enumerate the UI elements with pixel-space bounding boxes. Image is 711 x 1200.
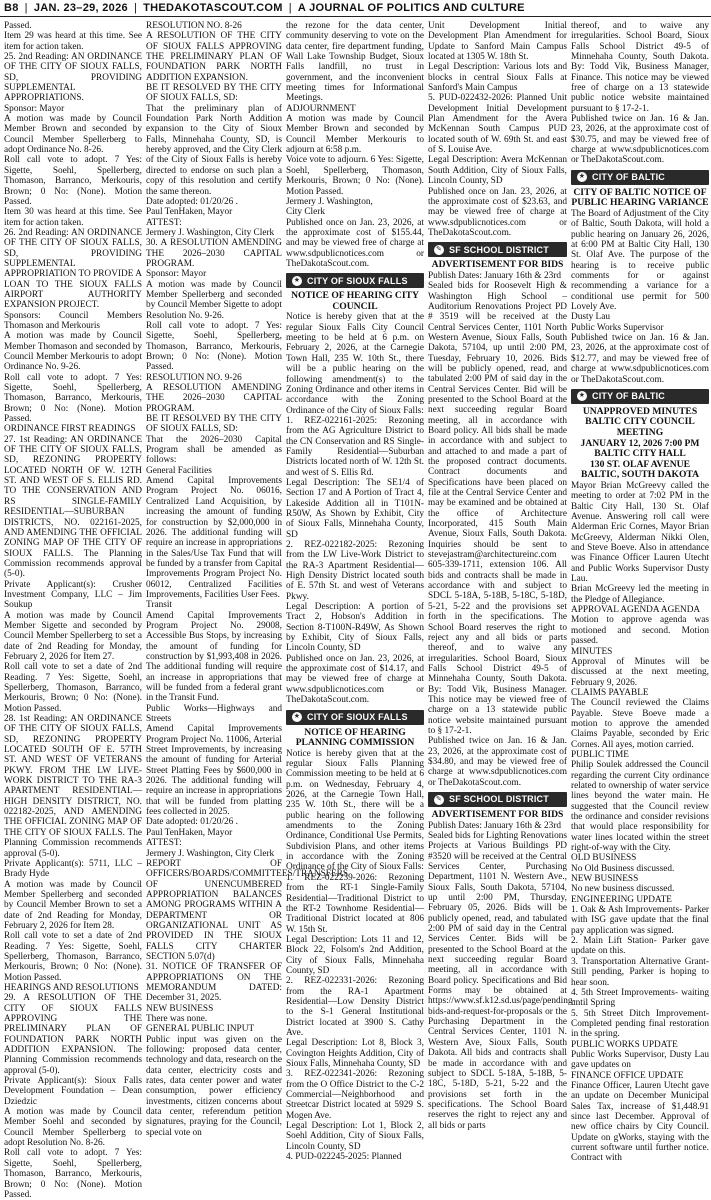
notice-paragraph: 2. REZ-022182-2025: Rezoning from the LW Live-Work District to the RA-3 Apartment Residential—High Density District located south of E. 57th St. and west of Veterans Pkwy. xyxy=(286,540,424,602)
notice-paragraph: Paul TenHaken, Mayor xyxy=(146,207,233,218)
notice-paragraph: Finance Officer, Lauren Utecht gave an update on December Municipal Sales Tax, increase of $1,448.91 since last December. Approval of new office chairs by City Council. Update on gWorks, staying with the current software until further notice. Contract with xyxy=(571,1080,709,1164)
city-seal-icon: ★ xyxy=(578,392,586,400)
notice-paragraph: Dusty Lau xyxy=(571,312,610,323)
notice-paragraph: Private Applicant(s): 5711, LLC – Brady Hyde xyxy=(4,858,142,880)
notice-heading: CITY OF BALTIC NOTICE OF PUBLIC HEARING VARIANCE xyxy=(571,186,709,209)
notice-paragraph: FINANCE OFFICE UPDATE xyxy=(571,1070,684,1081)
notice-heading: JANUARY 12, 2026 7:00 PM BALTIC CITY HALL xyxy=(580,437,700,460)
notice-paragraph: Passed. xyxy=(4,21,32,31)
city-seal-icon: ★ xyxy=(293,276,301,284)
notice-paragraph: 30. A RESOLUTION AMENDING THE 2026–2030 CAPITAL PROGRAM. xyxy=(146,238,282,269)
notice-paragraph: Jermery J. Washington, xyxy=(286,196,373,207)
notice-paragraph: Published once on Jan. 23, 2026, at the approximate cost of $155.44, and may be viewed free of charge at www.sdpublicnotices.com or TheDakotaScout.com. xyxy=(286,217,424,269)
notice-paragraph: 2. REZ-022331-2026: Rezoning from the RA-1 Apartment Residential—Low Density District to the S-1 General Institutional District located at 3900 S. Cathy Ave. xyxy=(286,976,424,1038)
notice-paragraph: Philip Soulek addressed the Council regarding the current City ordinance related to ownership of water service lines beyond the water main. He suggested that the Council review the ordinance and consider revisions that would place responsibility for water lines located within the street right-of-way with the City. xyxy=(571,760,709,854)
column-1 xyxy=(4,21,142,1200)
notice-paragraph: Item 30 was heard at this time. See item for action taken. xyxy=(4,207,142,228)
notice-paragraph: 5. PUD-022432-2026: Planned Unit Development Initial Development Plan Amendment for the Avera McKennan South Campus PUD located south of W. 69th St. and east of S. Louise Ave. xyxy=(428,93,567,156)
notice-paragraph: That the preliminary plan of Foundation Park North Addition expansion to the City of Sioux Falls, Minnehaha County, SD, is hereby approved, and the City Clerk of the City of Sioux Falls is hereby directed to endorse on such plan a copy of this resolution and certify the same thereon. xyxy=(146,103,282,197)
notice-paragraph: A RESOLUTION OF THE CITY OF SIOUX FALLS APPROVING THE PRELIMINARY PLAN OF FOUNDATION PARK NORTH ADDITION EXPANSION. xyxy=(146,31,282,83)
section-banner: ★ CITY OF BALTIC xyxy=(571,389,709,404)
legal-notices-columns xyxy=(4,21,709,1200)
notice-paragraph: HEARINGS AND RESOLUTIONS xyxy=(4,982,139,993)
notice-paragraph: 4. 5th Street Improvements- waiting until Spring xyxy=(571,987,709,1009)
notice-paragraph: the rezone for the data center, community deserving to vote on the data center, fire department funding, Wall Lake Township Budget, Sioux Falls landfill, no trust in government, and the inconvenient meeting times for Informational Meetings. xyxy=(286,21,424,104)
notice-paragraph: PUBLIC TIME xyxy=(571,749,629,760)
notice-heading: NOTICE OF HEARING CITY COUNCIL xyxy=(291,290,419,312)
notice-paragraph: 1. REZ-022239-2026: Rezoning from the RT-1 Single-Family Residential—Traditional District to the RT-2 Townhome Residential—Traditional District located at 806 W. 15th St. xyxy=(286,872,424,935)
notice-paragraph: OLD BUSINESS xyxy=(571,853,637,864)
notice-paragraph: Voice vote to adjourn. 6 Yes: Sigette, Soehl, Spellerberg, Thomason, Merkouris, Brown; 0 No: (None). Motion Passed. xyxy=(286,155,424,197)
notice-paragraph: A motion was made by Council Member Spellerberg and seconded by Council Member Sigette to adopt Resolution No. 9-26. xyxy=(146,279,282,321)
city-seal-icon: ★ xyxy=(578,173,586,181)
notice-paragraph: Sponsors: Council Members Thomason and Merkouris xyxy=(4,310,142,331)
notice-paragraph: ATTEST: xyxy=(146,217,182,228)
notice-paragraph: Sealed bids for Roosevelt High & Washington High School – Auditorium Renovations Project PD # 3519 will be received at the Central Services Center, 1101 North Western Avenue, Sioux Falls, South Dakota, 57104, up until 2:00 PM, Tuesday, February 10, 2026. Bids will be publicly opened, read, and tabulated 2:00 PM of said day in the Central Services Center. Bid will be presented to the School Board at the next succeeding regular Board meeting, all in accordance with Board policy. All bids shall be made in accordance with and subject to and attached to and made a part of the proposed contract documents. Contract documents and Specifications have been placed on file at the Central Service Center and may be examined and be obtained at the office of Architecture Incorporated, 415 South Main Avenue, Sioux Falls, South Dakota. Inquiries should be sent to stevejastram@architectureinc.com 605-339-1711, extension 106. All bids and contracts shall be made in accordance with and subject to SDCL 5-18A, 5-18B, 5-18C, 5-18D, 5-21, 5-22 and the provisions set forth in the specifications. The School Board reserves the right to reject any and all bids or parts thereof, and to waive any irregularities. School Board, Sioux Falls School District 49-5 of Minnehaha County, South Dakota. By: Todd Vik, Business Manager. This notice may be viewed free of charge on a 13 statewide public notice website maintained pursuant to § 17-2-1. xyxy=(428,281,567,736)
notice-paragraph: Published twice on Jan. 16 & Jan. 23, 2026, at the approximate cost of $34.80, and may be viewed free of charge at www.sdpublicnotices.com or TheDakotaScout.com. xyxy=(428,736,567,788)
column-5 xyxy=(571,21,709,1164)
notice-paragraph: Published twice on Jan. 16 & Jan. 23, 2026, at the approximate cost of $30.75, and may be viewed free of charge at www.sdpublicnotices.com or TheDakotaScout.com. xyxy=(571,114,709,166)
notice-paragraph: Sealed bids for Lighting Renovations Projects at Various Buildings PD #3520 will be received at the Central Services Center, Purchasing Department, 1101 N. Western Ave., Sioux Falls, South Dakota, 57104, up until 2:00 PM, Thursday, February 05, 2026. Bids will be publicly opened, read, and tabulated 2:00 PM of said day in the Central Services Center. Bids will be presented to the School Board at the next succeeding regular Board meeting, all in accordance with Board policy. Specifications and Bid Forms may be obtained at https://www.sf.k12.sd.us/page/pending-bids-and-request-for-proposals or the Purchasing Department in the Central Services Center, 1101 N. Western Ave, Sioux Falls, South Dakota. All bids and contracts shall be made in accordance with and subject to SDCL 5-18A, 5-18B, 5-18C, 5-18D, 5-21, 5-22 and the provisions set forth in the specifications. The School Board reserves the right to reject any and all bids or parts xyxy=(428,830,576,1131)
notice-paragraph: Public input was given on the following: proposed data center, technology and data, research on the data center, electricity costs and rates, data center power and water consumption, power efficiency investments, citizen concerns about data center, referendum petition signatures, praying for the Council, special vote on xyxy=(146,1034,282,1138)
notice-paragraph: Legal Description: The SE1/4 of Section 17 and A Portion of Tract 4, Lakeside Addition all in T101N-R50W, As Shown by Exhibit, City of Sioux Falls, Minnehaha County, SD xyxy=(286,477,424,540)
notice-paragraph: NEW BUSINESS xyxy=(146,1003,214,1014)
city-seal-icon: ★ xyxy=(293,713,301,720)
notice-paragraph: Published twice on Jan. 16 & Jan. 23, 2026, at the approximate cost of $12.77, and may be viewed free of charge at www.sdpublicnotices.com or TheDakotaScout.com. xyxy=(571,333,709,385)
notice-paragraph: Roll call vote to adopt. 7 Yes: Sigette, Soehl, Spellerberg, Thomason, Barranco, Merkouris, Brown; 0 No: (None). Motion Passed. xyxy=(146,320,282,373)
notice-paragraph: Legal Description: Various lots and blocks in central Sioux Falls at Sanford's Main Campus xyxy=(428,62,567,94)
notice-paragraph: 26. 2nd Reading: AN ORDINANCE OF THE CITY OF SIOUX FALLS, SD, PROVIDING SUPPLEMENTAL APPROPRIATION TO PROVIDE A LOAN TO THE SIOUX FALLS AIRPORT AUTHORITY EXPANSION PROJECT. xyxy=(4,227,142,311)
notice-paragraph: ENGINEERING UPDATE xyxy=(571,894,672,905)
notice-paragraph: PUBLIC WORKS UPDATE xyxy=(571,1039,678,1050)
school-icon: ✎ xyxy=(435,245,443,253)
notice-paragraph: CLAIMS PAYABLE xyxy=(571,687,649,698)
notice-paragraph: Publish Dates: January 16th & 23rd xyxy=(428,820,561,831)
notice-paragraph: NEW BUSINESS xyxy=(571,874,639,885)
notice-paragraph: Sponsor: Mayor xyxy=(4,103,65,114)
notice-paragraph: RESOLUTION NO. 8-26 xyxy=(146,21,242,31)
notice-paragraph: MINUTES xyxy=(571,646,613,657)
bid-advertisement-lighting xyxy=(428,809,576,1131)
notice-heading: NOTICE OF HEARING PLANNING COMMISSION xyxy=(295,726,415,749)
notice-paragraph: A motion was made by Council Member Brown and seconded by Council Member Merkouris to adjourn at 6:58 p.m. xyxy=(286,114,424,156)
notice-paragraph: Legal Description: Lot 8, Block 3, Covington Heights Addition, City of Sioux Falls, Minnehaha County, SD xyxy=(286,1038,424,1069)
notice-paragraph: A motion was made by Council Member Spellerberg and seconded by Council Member Brown to set a date of 2nd Reading for Monday, February 2, 2026 for Item 28. xyxy=(4,879,142,931)
notice-paragraph: Amend Capital Improvements Program Project No. 29008, Accessible Bus Stops, by increasing the amount of funding for construction by $1,993,408 in 2026. The additional funding will require an increase in appropriations that will be funded from a federal grant in the Transit Fund. xyxy=(146,610,282,704)
notice-paragraph: A motion was made by Council Member Sigette and seconded by Council Member Spellerberg to set a date of 2nd Reading for Monday, February 2, 2026 for Item 27. xyxy=(4,610,142,662)
site-name: THEDAKOTASCOUT.COM xyxy=(143,2,283,14)
masthead-separator: | xyxy=(133,2,138,14)
notice-paragraph: 25. 2nd Reading: AN ORDINANCE OF THE CITY OF SIOUX FALLS, SD, PROVIDING SUPPLEMENTAL APPROPRIATIONS. xyxy=(4,52,142,104)
notice-paragraph: ORDINANCE FIRST READINGS xyxy=(4,424,136,435)
notice-paragraph: 1. REZ-022161-2025: Rezoning from the AG Agriculture District to the CN Conservation and RS Single-Family Residential—Suburban Districts located north of W. 12th St. and west of S. Ellis Rd. xyxy=(286,415,424,478)
notice-paragraph: BE IT RESOLVED BY THE CITY OF SIOUX FALLS, SD: xyxy=(146,414,282,435)
notice-paragraph: Amend Capital Improvements Program Project No. 06016, Centralized Land Acquisition, by increasing the amount of funding for construction by $2,000,000 in 2026. The additional funding will require an increase in appropriations in the Sales/Use Tax Fund that will be funded by a transfer from Capital Improvements Program Project No. 06012, Centralized Facilities Improvements, Facilities User Fees. xyxy=(146,476,282,600)
masthead-separator: | xyxy=(24,2,28,14)
notice-paragraph: Jermery J. Washington, City Clerk xyxy=(146,227,275,238)
notice-paragraph: No new business discussed. xyxy=(571,884,675,895)
notice-paragraph: ADJOURNMENT xyxy=(286,103,356,114)
notice-paragraph: 5. 5th Street Ditch Improvement- Completed pending final restoration in the spring. xyxy=(571,1008,709,1040)
notice-paragraph: The Council reviewed the Claims Payable. Steve Boeve made a motion to approve the amended Claims Payable, seconded by Eric Cornes. All ayes, motion carried. xyxy=(571,698,709,750)
notice-paragraph: 29. A RESOLUTION OF THE CITY OF SIOUX FALLS APPROVING THE PRELIMINARY PLAN OF FOUNDATION PARK NORTH ADDITION EXPANSION. The Planning Commission recommends approval (5-0). xyxy=(4,993,142,1076)
notice-paragraph: Jermery J. Washington, City Clerk xyxy=(146,848,275,859)
notice-paragraph: Public Works—Highways and Streets xyxy=(146,703,282,725)
section-banner: ✎ SF SCHOOL DISTRICT xyxy=(428,792,567,807)
section-banner: ✎ SF SCHOOL DISTRICT xyxy=(428,242,567,257)
notice-paragraph: Roll call vote to adopt. 7 Yes: Sigette, Soehl, Spellerberg, Thomason, Barranco, Merkouris, Brown; 0 No: (None). Motion Passed. xyxy=(4,155,142,207)
notice-paragraph: 3. Transportation Alternative Grant- Still pending, Parker is hoping to hear soon. xyxy=(571,956,709,988)
notice-paragraph: Paul TenHaken, Mayor xyxy=(146,827,233,838)
page-number: B8 xyxy=(4,2,19,14)
notice-paragraph: Notice is hereby given that at the regular Sioux Falls Planning Commission meeting to be held at 6 p.m. on Wednesday, February 4, 2026, at the Carnegie Town Hall, 235 W. 10th St., there will be a public hearing on the following amendments to the Zoning Ordinance, Conditional Use Permits, Subdivision Plans, and other items in accordance with the Zoning Ordinance of the City of Sioux Falls: xyxy=(286,748,424,873)
bid-continued-block xyxy=(571,21,709,166)
minutes-end-block xyxy=(286,21,424,269)
notice-paragraph: Mayor Brian McGreevy called the meeting to order at 7:02 PM in the Baltic City Hall, 130 St. Olaf Avenue. Answering roll call were Alderman Eric Cornes, Mayor Brian McGreevy, Alderman Nikki Olen, and Steve Boeve. Also in attendance was Finance Officer Lauren Utecht and Public Works Supervisor Dusty Lau. xyxy=(571,481,709,585)
issue-date: JAN. 23–29, 2026 xyxy=(33,2,128,14)
notice-paragraph: BE IT RESOLVED BY THE CITY OF SIOUX FALLS, SD: xyxy=(146,83,282,104)
section-banner: ★ CITY OF BALTIC xyxy=(571,170,709,185)
notice-paragraph: Private Applicant(s): Sioux Falls Development Foundation – Dean Dziedzic xyxy=(4,1076,142,1107)
notice-paragraph: A motion was made by Council Member Soehl and seconded by Council Member Spellerberg to adopt Resolution No. 8-26. xyxy=(4,1107,142,1149)
notice-paragraph: Private Applicant(s): Crusher Investment Company, LLC – Jim Soukup xyxy=(4,579,142,611)
notice-paragraph: Approval of Minutes will be discussed at the next meeting, February 9, 2026. xyxy=(571,656,709,688)
notice-paragraph: 2. Main Lift Station- Parker gave update on this. xyxy=(571,936,709,957)
section-banner: ★ CITY OF SIOUX FALLS xyxy=(286,273,424,288)
notice-paragraph: Date adopted: 01/20/26 . xyxy=(146,817,238,828)
notice-heading: ADVERTISEMENT FOR BIDS xyxy=(431,259,564,271)
column-3 xyxy=(286,21,424,1163)
notice-paragraph: Published once on Jan. 23, 2026, at the approximate cost of $23.63, and may be viewed free of charge at www.sdpublicnotices.com or TheDakotaScout.com. xyxy=(428,186,567,238)
notice-paragraph: 28. 1st Reading: AN ORDINANCE OF THE CITY OF SIOUX FALLS, SD, REZONING PROPERTY LOCATED SOUTH OF E. 57TH ST. AND WEST OF VETERANS PKWY. FROM THE LW LIVE-WORK DISTRICT TO THE RA-3 APARTMENT RESIDENTIAL—HIGH DENSITY DISTRICT, NO. 022182-2025, AND AMENDING THE OFFICIAL ZONING MAP OF THE CITY OF SIOUX FALLS. The Planning Commission recommends approval (5-0). xyxy=(4,714,142,859)
baltic-council-minutes xyxy=(571,407,709,1164)
notice-paragraph: Notice is hereby given that at the regular Sioux Falls City Council meeting to be held at 6 p.m. on February 2, 2026, at the Carnegie Town Hall, 235 W. 10th St., there will be a public hearing on the following amendment(s) to the Zoning Ordinance and other items in accordance with the Zoning Ordinance of the City of Sioux Falls: xyxy=(286,312,424,416)
notice-paragraph: ATTEST: xyxy=(146,838,182,849)
notice-paragraph: 31. NOTICE OF TRANSFER OF APPROPRIATIONS ON THE MEMORANDUM DATED: December 31, 2025. xyxy=(146,962,282,1004)
notice-paragraph: Transit xyxy=(146,600,173,611)
notice-paragraph: Roll call vote to adopt. 7 Yes: Sigette, Soehl, Spellerberg, Thomason, Barranco, Merkouris, Brown; 0 No: (None). Motion Passed. xyxy=(4,372,142,425)
notice-paragraph: A motion was made by Council Member Thomason and seconded by Council Member Merkouris to adopt Ordinance No. 9-26. xyxy=(4,331,142,373)
notice-paragraph: 4. PUD-022245-2025: Planned xyxy=(286,1152,402,1163)
notice-paragraph: Brian McGreevy led the meeting in the Pledge of Allegiance. xyxy=(571,584,709,605)
section-banner: ★ CITY OF SIOUX FALLS xyxy=(286,710,424,725)
notice-paragraph: 27. 1st Reading: AN ORDINANCE OF THE CITY OF SIOUX FALLS, SD, REZONING PROPERTY LOCATED NORTH OF W. 12TH ST. AND WEST OF S. ELLIS RD. TO THE CONSERVATION AND RS SINGLE-FAMILY RESIDENTIAL—SUBURBAN DISTRICTS, NO. 022161-2025, AND AMENDING THE OFFICIAL ZONING MAP OF THE CITY OF SIOUX FALLS. The Planning Commission recommends approval (5-0). xyxy=(4,434,142,580)
notice-paragraph: 3. REZ-022341-2026: Rezoning from the O Office District to the C-2 Commercial—Neighborhood and Streetcar District located at 5929 S. Mogen Ave. xyxy=(286,1069,424,1121)
notice-paragraph: A RESOLUTION AMENDING THE 2026–2030 CAPITAL PROGRAM. xyxy=(146,383,282,414)
planning-commission-hearing-notice xyxy=(286,728,424,1163)
notice-paragraph: The Board of Adjustment of the City of Baltic, South Dakota, will hold a public hearing on January 26, 2026, at 6:00 PM at Baltic City Hall, 130 St. Olaf Ave. The purpose of the hearing is to receive public comments for or against recommending a variance for a conditional use permit for 500 Lovely Ave. xyxy=(571,209,709,313)
notice-paragraph: Legal Description: Lot 1, Block 2, Soehl Addition, City of Sioux Falls, Lincoln County, SD xyxy=(286,1121,424,1152)
notice-paragraph: That the 2026–2030 Capital Program shall be amended as follows: xyxy=(146,434,282,466)
notice-paragraph: City Clerk xyxy=(286,207,325,218)
notice-paragraph: Legal Description: Avera McKennan South Addition, City of Sioux Falls, Lincoln County, SD xyxy=(428,155,567,187)
notice-paragraph: Legal Description: Lots 11 and 12, Block 22, Folsom's 2nd Addition, City of Sioux Falls, Minnehaha County, SD xyxy=(286,934,424,976)
notice-paragraph: General Facilities xyxy=(146,465,212,476)
notice-paragraph: 1. Oak & Ash Improvements- Parker with ISG gave update that the final pay application was signed. xyxy=(571,905,709,936)
pud-continued-block xyxy=(428,21,567,238)
notice-paragraph: REPORT OF OFFICERS/BOARDS/COMMITTEES/TRANSFERS OF UNENCUMBERED APPROPRIATION BALANCES AMONG PROGRAMS WITHIN A DEPARTMENT OR ORGANIZATIONAL UNIT AS PROVIDED IN THE SIOUX FALLS CITY CHARTER SECTION 5.07(d) xyxy=(146,858,348,962)
notice-heading: UNAPPROVED MINUTES BALTIC CITY COUNCIL MEETING xyxy=(582,405,698,439)
tagline: A JOURNAL OF POLITICS AND CULTURE xyxy=(297,2,525,14)
notice-paragraph: Published once on Jan. 23, 2026, at the approximate cost of $14.17, and may be viewed free of charge at www.sdpublicnotices.com or TheDakotaScout.com. xyxy=(286,653,424,706)
notice-paragraph: Sponsor: Mayor xyxy=(146,269,207,280)
notice-paragraph: thereof, and to waive any irregularities. School Board, Sioux Falls School District 49-5 of Minnehaha County, South Dakota. By: Todd Vik, Business Manager, Finance. This notice may be viewed free of charge on a 13 statewide public notice website maintained pursuant to § 17-2-1. xyxy=(571,21,709,114)
notice-paragraph: Motion to approve agenda was motioned and second. Motion passed. xyxy=(571,615,709,647)
notice-paragraph: Roll call vote to adopt. 7 Yes: Sigette, Soehl, Spellerberg, Thomason, Barranco, Merkouris, Brown; 0 No: (None). Motion Passed. xyxy=(4,1148,142,1200)
notice-paragraph: There was none. xyxy=(146,1014,208,1024)
notice-paragraph: Amend Capital Improvements Program Project No. 11006, Arterial Street Improvements, by increasing the amount of funding for Arterial Street Platting Fees by $600,000 in 2026. The additional funding will require an increase in appropriations that will be funded from platting fees collected in 2025. xyxy=(146,724,282,818)
notice-paragraph: No Old Business discussed. xyxy=(571,863,675,874)
city-council-hearing-notice xyxy=(286,291,424,705)
masthead-separator: | xyxy=(288,2,292,14)
notice-paragraph: Public Works Supervisor xyxy=(571,322,664,333)
notice-paragraph: Public Works Supervisor, Dusty Lau gave updates on xyxy=(571,1049,709,1071)
notice-paragraph: Item 29 was heard at this time. See item for action taken. xyxy=(4,31,142,52)
notice-paragraph: GENERAL PUBLIC INPUT xyxy=(146,1024,255,1035)
notice-paragraph: A motion was made by Council Member Brown and seconded by Council Member Spellerberg to adopt Ordinance No. 8-26. xyxy=(4,114,142,156)
notice-heading: ADVERTISEMENT FOR BIDS xyxy=(431,809,564,820)
notice-paragraph: Roll call vote to set a date of 2nd Reading. 7 Yes: Sigette, Soehl, Spellerberg, Thomason, Barranco, Merkouris, Brown; 0 No: (None). Motion Passed. xyxy=(4,662,142,714)
notice-paragraph: Legal Description: A portion of Tract 2, Hobson's Addition in Section 8-T100N-R49W, As Shown by Exhibit, City of Sioux Falls, Lincoln County, SD xyxy=(286,602,424,654)
masthead xyxy=(0,0,711,17)
column-4 xyxy=(428,21,576,1131)
notice-paragraph: Publish Dates: January 16th & 23rd xyxy=(428,270,561,281)
notice-heading: 130 ST. OLAF AVENUE BALTIC, SOUTH DAKOTA xyxy=(580,458,700,481)
city-council-minutes-continued xyxy=(4,21,142,1200)
notice-paragraph: Roll call vote to set a date of 2nd Reading. 7 Yes: Sigette, Soehl, Spellerberg, Thomason, Barranco, Merkouris, Brown; 0 No: (None). Motion Passed. xyxy=(4,931,142,983)
notice-paragraph: Date adopted: 01/20/26 . xyxy=(146,196,238,207)
school-icon: ✎ xyxy=(435,795,443,803)
notice-paragraph: RESOLUTION NO. 9-26 xyxy=(146,372,242,383)
notice-paragraph: Unit Development Initial Development Plan Amendment for Update to Sanford Main Campus located at 1305 W. 18th St. xyxy=(428,21,567,63)
notice-paragraph: APPROVAL AGENDA AGENDA xyxy=(571,605,701,616)
bid-advertisement-auditorium xyxy=(428,260,567,788)
baltic-variance-hearing-notice xyxy=(571,188,709,385)
